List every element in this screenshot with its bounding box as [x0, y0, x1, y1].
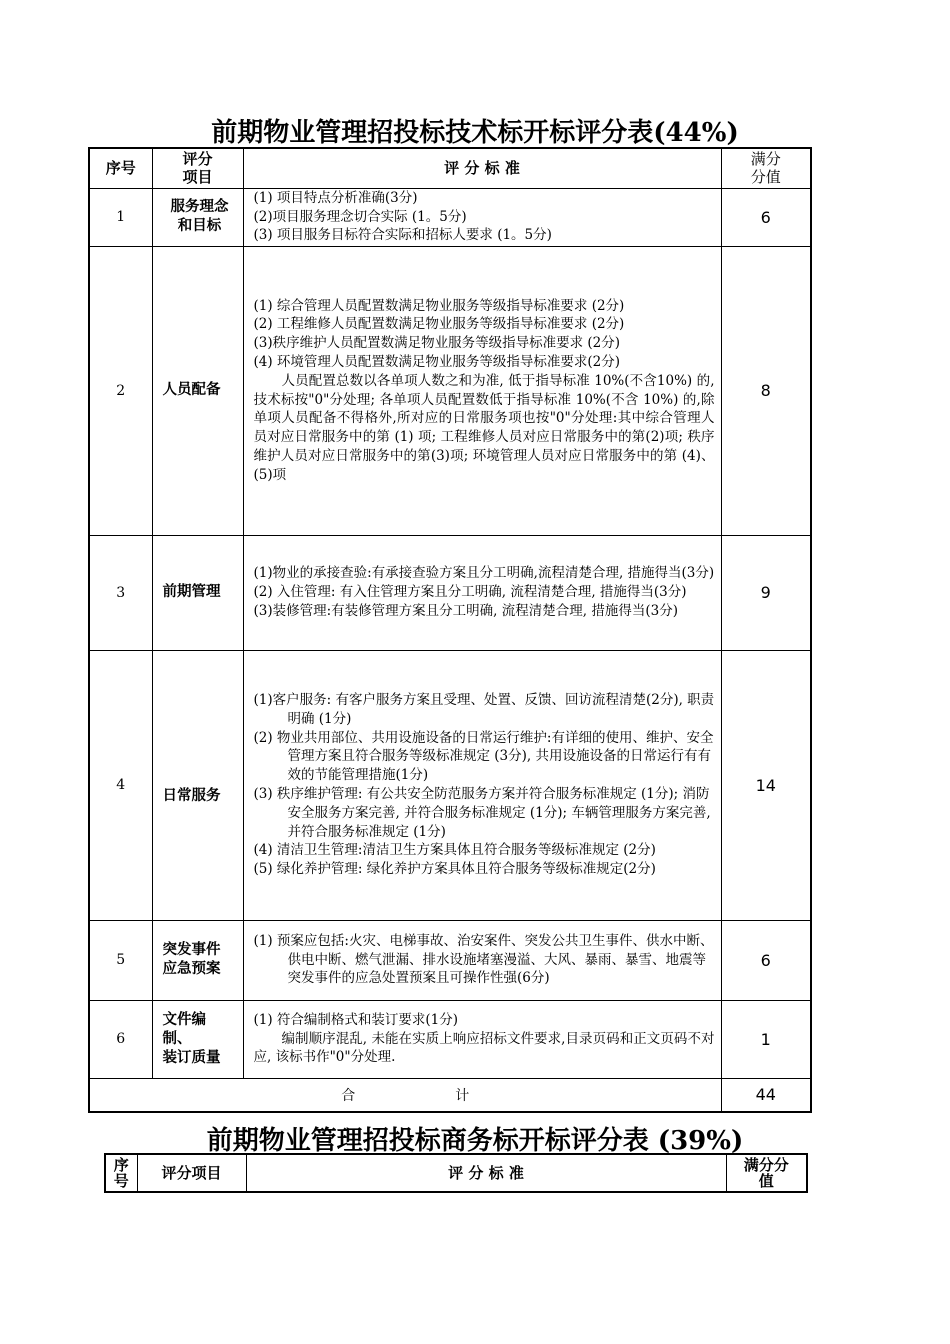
- row-score: 14: [721, 650, 811, 920]
- row-seq: 5: [89, 920, 152, 1000]
- table-header-row: [105, 1154, 807, 1192]
- criteria-line: (1) 综合管理人员配置数满足物业服务等级指导标准要求 (2分): [253, 297, 625, 314]
- criteria-line: (3)装修管理:有装修管理方案且分工明确, 流程清楚合理, 措施得当(3分): [253, 602, 678, 619]
- row-score: 9: [721, 535, 811, 650]
- total-row: [89, 1078, 811, 1112]
- table-row: [89, 920, 811, 1000]
- row-item: 突发事件 应急预案: [152, 920, 243, 1000]
- header-score: 满分 分值: [721, 148, 811, 188]
- row-item: 文件编 制、 装订质量: [152, 1000, 243, 1078]
- row-criteria: [243, 246, 721, 535]
- criteria-line: (5) 绿化养护管理: 绿化养护方案具体且符合服务等级标准规定(2分): [253, 861, 656, 878]
- row-seq: 2: [89, 246, 152, 535]
- table-row: [89, 650, 811, 920]
- total-label-1: 合: [341, 1087, 356, 1104]
- table-row: [89, 1000, 811, 1078]
- row-criteria: [243, 535, 721, 650]
- row-score: 8: [721, 246, 811, 535]
- row-criteria: [243, 920, 721, 1000]
- row-criteria: [243, 188, 721, 246]
- criteria-line: (1) 预案应包括:火灾、电梯事故、治安案件、突发公共卫生事件、供水中断、供电中断、燃气泄漏、排水设施堵塞漫溢、大风、暴雨、暴雪、地震等突发事件的应急处置预案且可操作性强(6分): [253, 932, 714, 987]
- table-header-row: [89, 148, 811, 188]
- criteria-line: (2)项目服务理念切合实际 (1。5分): [253, 208, 467, 225]
- header-score: 满分分 值: [726, 1154, 807, 1192]
- row-seq: 3: [89, 535, 152, 650]
- row-seq: 4: [89, 650, 152, 920]
- row-item: 日常服务: [152, 650, 243, 920]
- criteria-line: (3) 项目服务目标符合实际和招标人要求 (1。5分): [253, 227, 552, 244]
- header-seq: 序号: [89, 148, 152, 188]
- header-criteria: 评 分 标 准: [243, 148, 721, 188]
- header-item: 评分 项目: [152, 148, 243, 188]
- table-row: [89, 188, 811, 246]
- section-title: 前期物业管理招投标商务标开标评分表 (39%): [206, 1126, 744, 1156]
- row-score: 6: [721, 920, 811, 1000]
- criteria-note: 编制顺序混乱, 未能在实质上响应招标文件要求,目录页码和正文页码不对应, 该标书作"0"分处理.: [253, 1030, 715, 1066]
- criteria-line: (2) 物业共用部位、共用设施设备的日常运行维护:有详细的使用、维护、安全管理方案且符合服务等级标准规定 (3分), 共用设施设备的日常运行有有效的节能管理措施(1分): [253, 729, 714, 784]
- row-score: 1: [721, 1000, 811, 1078]
- header-item: 评分项目: [137, 1154, 246, 1192]
- table-row: [89, 535, 811, 650]
- criteria-line: (4) 环境管理人员配置数满足物业服务等级指导标准要求(2分): [253, 353, 621, 370]
- row-seq: 1: [89, 188, 152, 246]
- header-criteria: 评 分 标 准: [246, 1154, 726, 1192]
- criteria-line: (3) 秩序维护管理: 有公共安全防范服务方案并符合服务标准规定 (1分); 消防安全服务方案完善, 并符合服务标准规定 (1分); 车辆管理服务方案完善, 并符合服务标准规定 (1分): [253, 786, 711, 840]
- commercial-score-table: [104, 1153, 808, 1193]
- technical-score-table: [88, 147, 812, 1113]
- table-row: [89, 246, 811, 535]
- criteria-line: (1)客户服务: 有客户服务方案且受理、处置、反馈、回访流程清楚(2分), 职责明确 (1分): [253, 692, 715, 727]
- criteria-line: (1) 符合编制格式和装订要求(1分): [253, 1011, 459, 1028]
- row-item: 前期管理: [152, 535, 243, 650]
- row-item: 服务理念 和目标: [152, 188, 243, 246]
- row-seq: 6: [89, 1000, 152, 1078]
- row-item: 人员配备: [152, 246, 243, 535]
- row-criteria: [243, 650, 721, 920]
- criteria-line: (1) 项目特点分析准确(3分): [253, 189, 418, 206]
- header-seq: 序 号: [105, 1154, 137, 1192]
- row-score: 6: [721, 188, 811, 246]
- criteria-line: (2) 入住管理: 有入住管理方案且分工明确, 流程清楚合理, 措施得当(3分): [253, 584, 687, 601]
- criteria-note: 人员配置总数以各单项人数之和为准, 低于指导标准 10%(不含10%) 的, 技术标按"0"分处理; 各单项人员配置数低于指导标准 10%(不含 10%) 的,除单项人员配备不得格外,所对应的日常服务项也按"0"分处理:其中综合管理人员对应日常服务中的第 (1) 项; 工程维修人员对应日常服务中的第(2)项; 秩序维护人员对应日常服务中的第(3)项; 环境管理人员对应日常服务中的第 (4)、(5)项: [253, 372, 715, 483]
- page-title: 前期物业管理招投标技术标开标评分表(44%): [211, 118, 739, 148]
- total-label: [89, 1078, 721, 1112]
- criteria-line: (2) 工程维修人员配置数满足物业服务等级指导标准要求 (2分): [253, 316, 625, 333]
- total-label-2: 计: [455, 1087, 470, 1104]
- row-criteria: [243, 1000, 721, 1078]
- criteria-line: (3)秩序维护人员配置数满足物业服务等级指导标准要求 (2分): [253, 335, 621, 352]
- criteria-line: (1)物业的承接查验:有承接查验方案且分工明确,流程清楚合理, 措施得当(3分): [253, 565, 715, 582]
- criteria-line: (4) 清洁卫生管理:清洁卫生方案具体且符合服务等级标准规定 (2分): [253, 842, 656, 859]
- total-score: 44: [721, 1078, 811, 1112]
